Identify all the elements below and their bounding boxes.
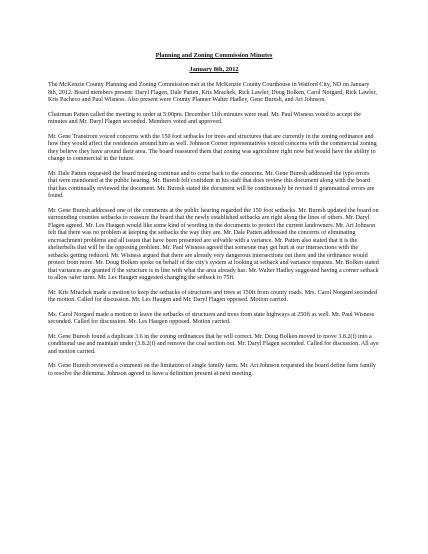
paragraph-duplicate-section: Mr. Gene Buresh found a duplicate 3.6 in the zoning ordinances that he will correct. Mr. Doug Bolken moved to move 3.8.2(f) into a conditional use and maintain under (3.8.2(f) and remove the coal section out. Mr. Daryl Flagen seconded. Called for discussion. All aye and motion carried. <box>48 333 379 355</box>
document-date: January 8th, 2012 <box>189 66 239 73</box>
paragraph-typo-errors: Mr. Dale Patten requested the board meeting continue and to come back to the concerns. Mr. Gene Buresh addressed the typo errors that were mentioned at the public hearing. Mr. Buresh felt confident in his staff that does review this document along with the board that has continually reviewed the document. Mr. Buresh stated the document will be continuously be revised if grammatical errors are found. <box>48 170 375 199</box>
paragraph-call-to-order: Chairman Patten called the meeting to order at 5:00pm. December 11th minutes were read. Mr. Paul Wisness voted to accept the minutes and Mr. Daryl Flagen seconded. Members voted and approved. <box>48 111 361 125</box>
paragraph-motion-state-highways: Ms. Carol Norgard made a motion to leave the setbacks of structures and trees from state highways at 250ft as well. Mr. Paul Wisness seconded. Called for discussion. Mr. Les Haugen opposed. Motion carried. <box>48 311 375 325</box>
paragraph-setback-concerns: Mr. Gene Transtrom voiced concerns with the 150 foot setbacks for trees and structures that are currently in the zoning ordinance and how they would affect the residences around him as well. Johnson Corner representatives voiced concerns with the commercial zoning they believe they have around their area. The board reassured them that zoning was agriculture right now but would have the ability to change to commercial in the future. <box>48 133 377 162</box>
paragraph-farm-family: Mr. Gene Buresh reviewed a comment on the limitation of single family farm. Mr. Ari Johnson requested the board define farm family to resolve the dilemma. Johnson agreed to have a definition present at next meeting. <box>48 363 376 377</box>
paragraph-setback-discussion: Mr. Gene Buresh addressed one of the comments at the public hearing regarded the 150 foot setbacks. Mr. Buresh updated the board on surrounding counties setbacks to reassure the board that the newly established setbacks are right along the lines of others. Mr. Daryl Flagen agreed. Mr. Les Haugen would like some kind of wording in the documents to protect the current landowners. Mr. Ari Johnson felt that there was no problem at keeping the setbacks the way they are. Mr. Dale Patten addressed the concerns of eliminating encroachment problems and all issues that have been presented are solvable with a variance. Mr. Patten also stated that it is the shelterbelts that will be the opposing problem. Mr. Paul Wisness agreed that someone may get hurt at our intersections with the setbacks getting reduced. Mr. Wisness argued that there are already very dangerous intersections out there and the ordinance would protect from more. Mr. Doug Bolken spoke on behalf of the city's system at looking at setback and variance requests. Mr. Bolken stated that variances are granted if the structure is in line with what the area already has. Mr. Walter Hadley suggested having a corner setback to allow safer turns. Mr. Les Haugen suggested changing the setback to 75ft. <box>48 207 379 281</box>
paragraph-attendance: The McKenzie County Planning and Zoning Commission met at the McKenzie County Courthouse in Watford City, ND on January 8th, 2012. Board members present: Daryl Flagen, Dale Patten, Kris Mrachek, Rick Lawler, Doug Bolken, Carol Norgard, Rick Lawler, Kris Pacheco and Paul Wisness. Also present were County Planner Walter Hadley, Gene Buresh, and Ari Johnson. <box>48 82 377 103</box>
paragraph-motion-county-roads: Mr. Kris Mrachek made a motion to keep the setbacks of structures and trees at 150ft from county roads. Mrs. Carol Norgard seconded the motion. Called for discussion. Mr. Les Haugen and Mr. Daryl Flagen opposed. Motion carried. <box>48 289 378 303</box>
document-title: Planning and Zoning Commission Minutes <box>155 52 273 59</box>
